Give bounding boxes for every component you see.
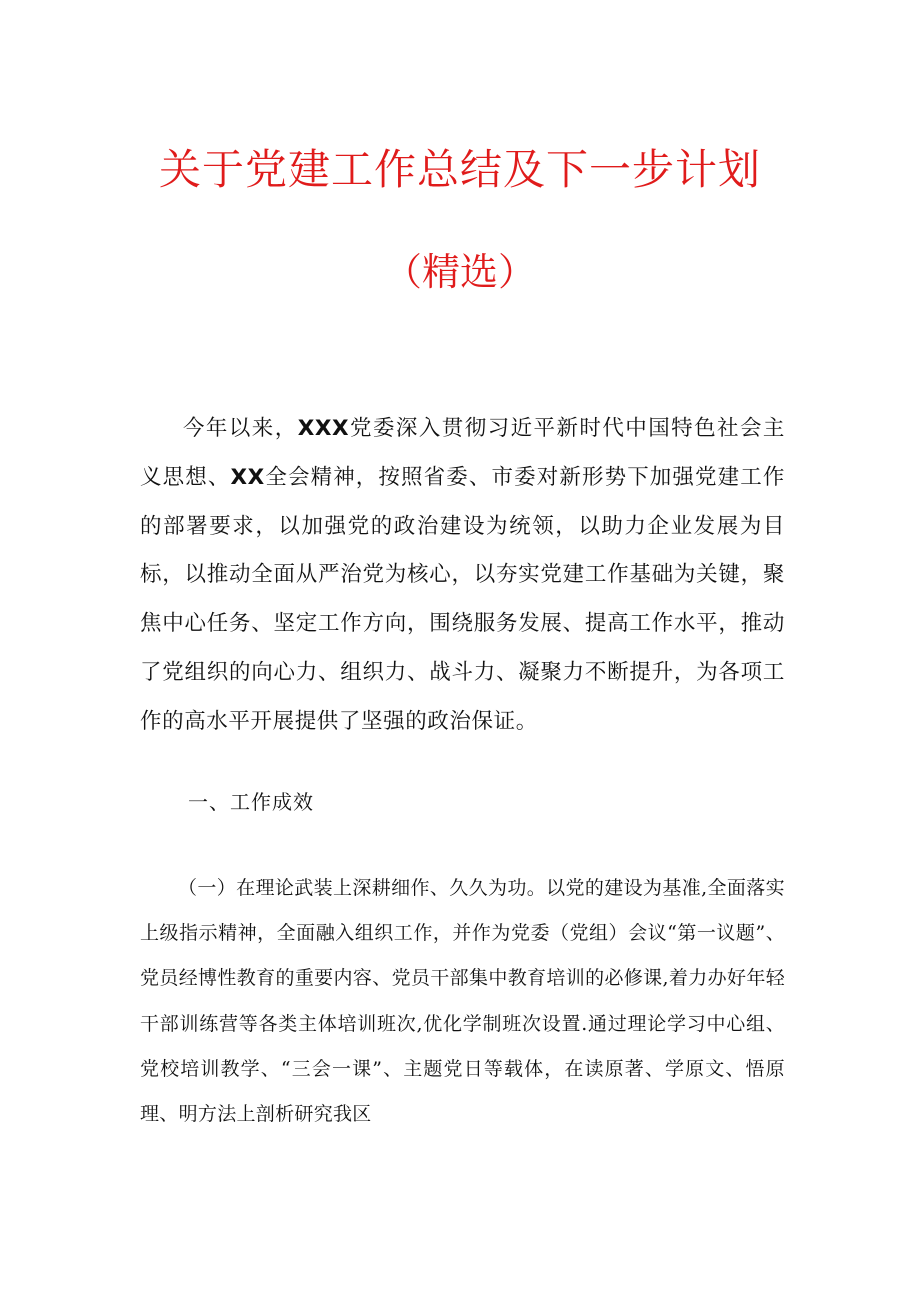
intro-prefix: 今年以来， [183, 416, 298, 441]
plenary-placeholder: XX [230, 464, 265, 490]
document-subtitle: （精选） [383, 250, 536, 294]
intro-part2: 全会精神，按照省委、市委对新形势下加强党建工作的部署要求，以加强党的政治建设为统领，以助力企业发展为目标，以推动全面从严治党为核心，以夯实党建工作基础为关键，聚焦中心任务、坚定工作方向，围绕服务发展、提高工作水平，推动了党组织的向心力、组织力、战斗力、凝聚力不断提升，为各项工作的高水平开展提供了坚强的政治保证。 [140, 464, 785, 734]
intro-paragraph [140, 405, 785, 747]
document-title: 关于党建工作总结及下一步计划 [158, 145, 761, 194]
section1-paragraph-1: （一）在理论武装上深耕细作、久久为功。以党的建设为基准,全面落实上级指示精神，全面融入组织工作，并作为党委（党组）会议“第一议题”、党员经博性教育的重要内容、党员干部集中教育培训的必修课,着力办好年轻干部训练营等各类主体培训班次,优化学制班次设置.通过理论学习中心组、党校培训教学、“三会一课”、主题党日等载体，在读原著、学原文、悟原理、明方法上剖析研究我区 [140, 877, 785, 1126]
org-placeholder: XXX [297, 416, 350, 441]
section-heading-work-results: 一、工作成效 [188, 790, 314, 814]
intro-part1: 党委深入贯彻习近平新时代中国特色社会主义思想、 [140, 416, 785, 490]
